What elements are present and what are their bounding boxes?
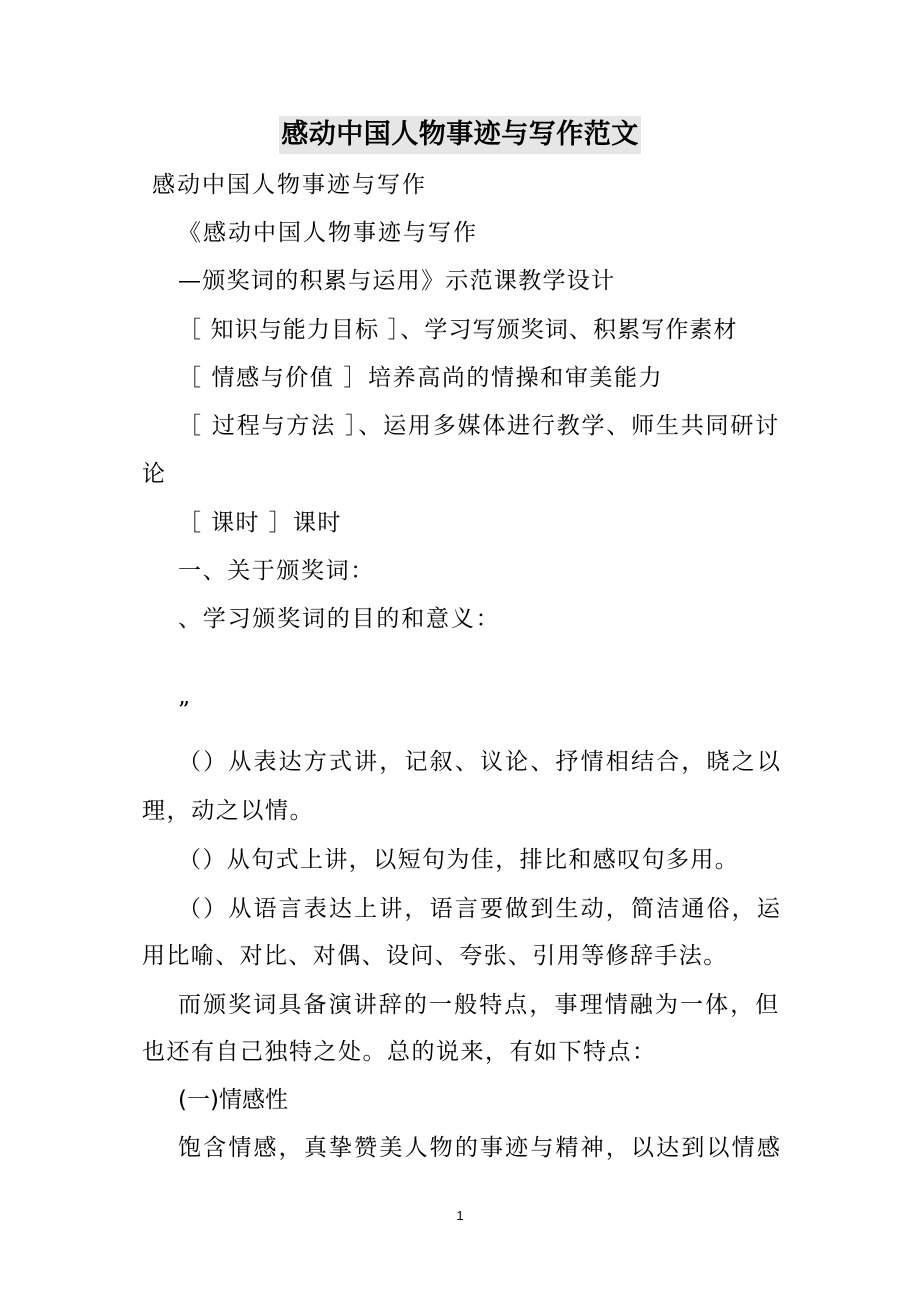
text-line: 论 (142, 461, 165, 487)
quote-mark: ” (178, 698, 190, 724)
text-line: （）从语言表达上讲，语言要做到生动，简洁通俗，运 (178, 896, 782, 922)
text-line: （）从表达方式讲，记叙、议论、抒情相结合，晓之以 (178, 749, 782, 775)
text-line: ［ 情感与价值 ］培养高尚的情操和审美能力 (178, 365, 664, 391)
text-line: （）从句式上讲，以短句为佳，排比和感叹句多用。 (178, 847, 740, 873)
text-line: 、学习颁奖词的目的和意义： (178, 606, 501, 632)
text-line: 理，动之以情。 (142, 798, 315, 824)
text-line: 用比喻、对比、对偶、设问、夸张、引用等修辞手法。 (142, 943, 728, 969)
text-line: 《感动中国人物事迹与写作 (178, 220, 478, 246)
text-line: ［ 知识与能力目标 ］、学习写颁奖词、积累写作素材 (178, 317, 738, 343)
title-container (0, 116, 920, 154)
text-line: 饱含情感，真挚赞美人物的事迹与精神，以达到以情感 (178, 1135, 782, 1161)
text-line: ［ 课时 ］课时 (178, 510, 342, 536)
text-line: ［ 过程与方法 ］、运用多媒体进行教学、师生共同研讨 (178, 413, 780, 439)
text-line: 一、关于颁奖词： (178, 558, 375, 584)
page-number: 1 (456, 1208, 464, 1223)
text-line: 而颁奖词具备演讲辞的一般特点，事理情融为一体，但 (178, 992, 781, 1018)
document-title: 感动中国人物事迹与写作范文 (279, 116, 641, 154)
subtitle-line: 感动中国人物事迹与写作 (152, 172, 427, 198)
section-heading: (一)情感性 (178, 1087, 288, 1113)
text-line: —颁奖词的积累与运用》示范课教学设计 (178, 268, 616, 294)
text-line: 也还有自己独特之处。总的说来，有如下特点： (142, 1039, 657, 1065)
